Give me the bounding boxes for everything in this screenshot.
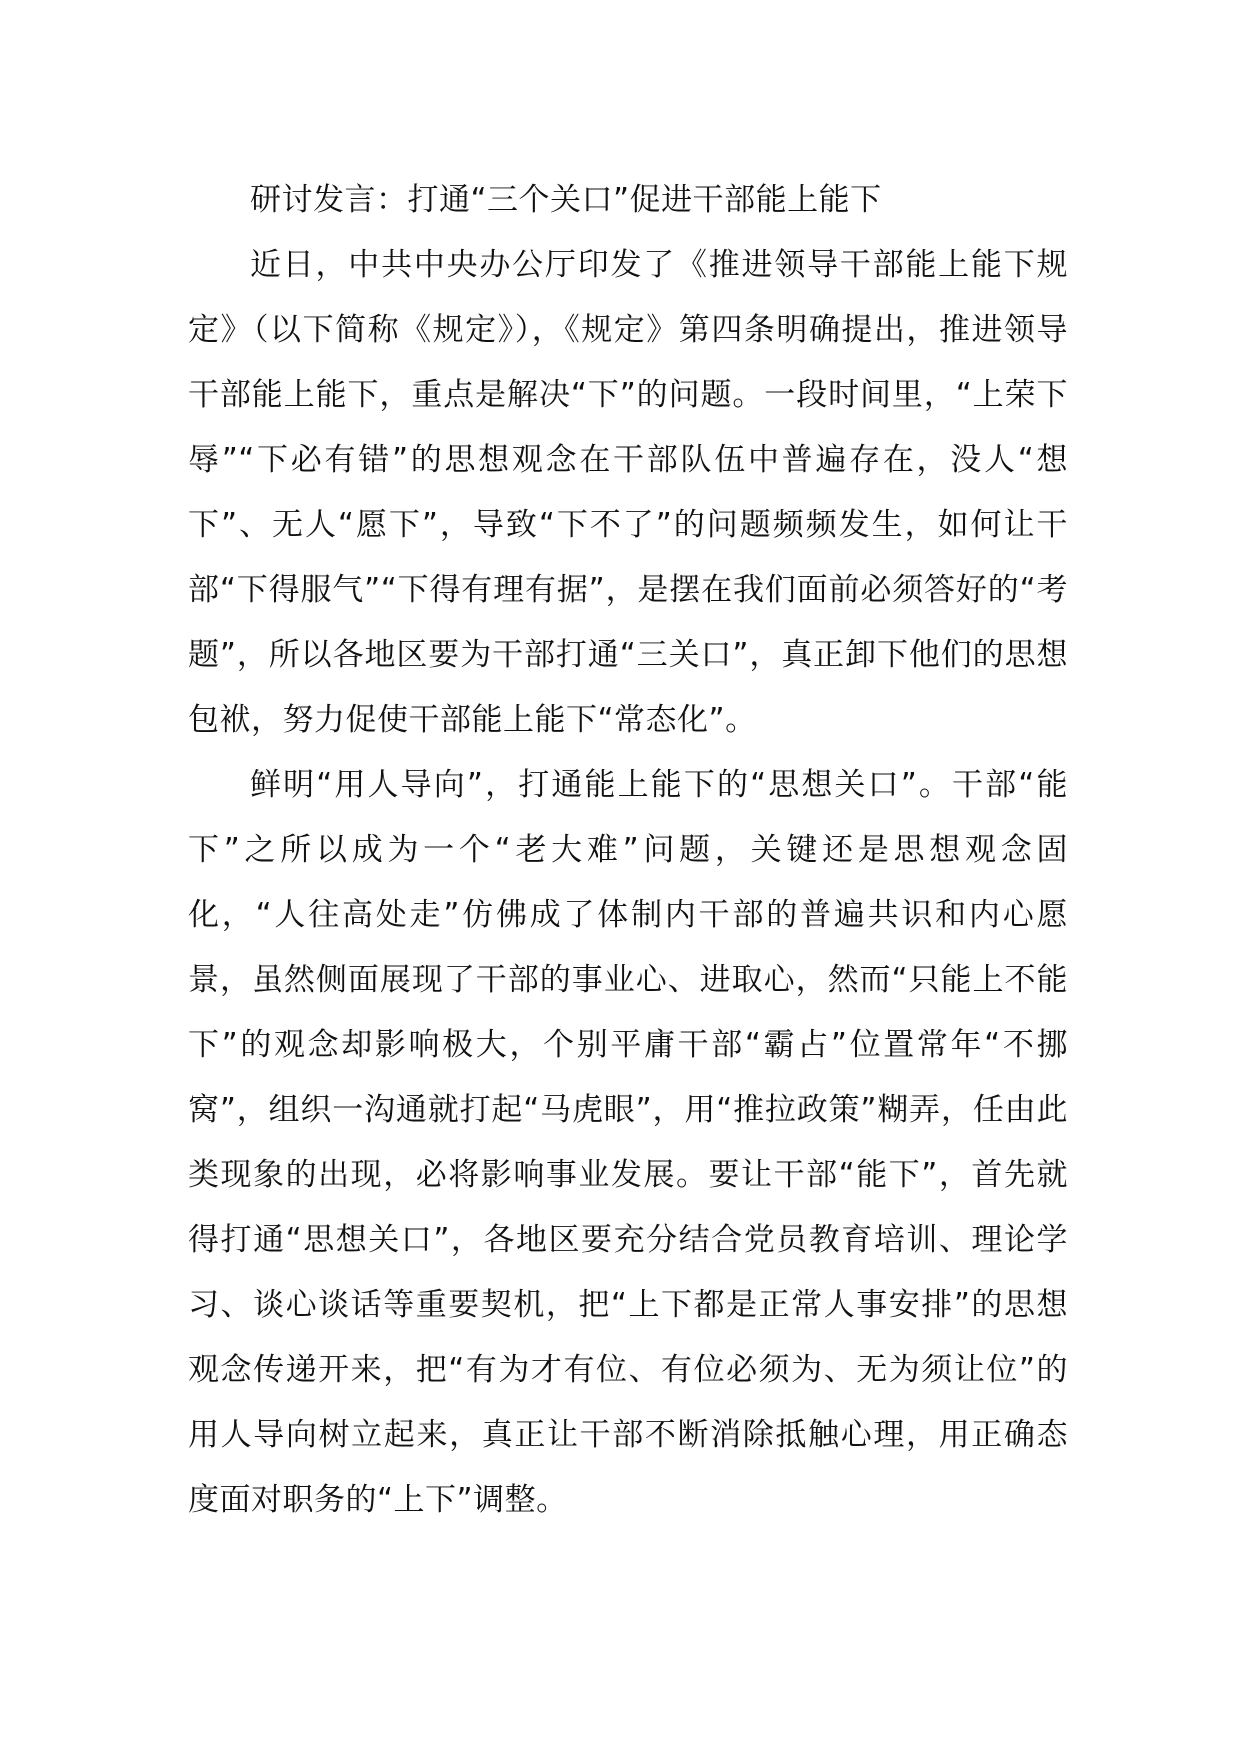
paragraph-intro: 近日，中共中央办公厅印发了《推进领导干部能上能下规定》（以下简称《规定》），《规定》第四条明确提出，推进领导干部能上能下，重点是解决“下”的问题。一段时间里，“上荣下辱”“下必有错”的思想观念在干部队伍中普遍存在，没人“想下”、无人“愿下”，导致“下不了”的问题频频发生，如何让干部“下得服气”“下得有理有据”，是摆在我们面前必须答好的“考题”，所以各地区要为干部打通“三关口”，真正卸下他们的思想包袱，努力促使干部能上能下“常态化”。 [188, 247, 1068, 738]
document-body [188, 168, 1068, 1533]
document-title: 研讨发言：打通“三个关口”促进干部能上能下 [250, 182, 882, 218]
paragraph-thought-gate: 鲜明“用人导向”，打通能上能下的“思想关口”。干部“能下”之所以成为一个“老大难”问题，关键还是思想观念固化，“人往高处走”仿佛成了体制内干部的普遍共识和内心愿景，虽然侧面展现了干部的事业心、进取心，然而“只能上不能下”的观念却影响极大，个别平庸干部“霸占”位置常年“不挪窝”，组织一沟通就打起“马虎眼”，用“推拉政策”糊弄，任由此类现象的出现，必将影响事业发展。要让干部“能下”，首先就得打通“思想关口”，各地区要充分结合党员教育培训、理论学习、谈心谈话等重要契机，把“上下都是正常人事安排”的思想观念传递开来，把“有为才有位、有位必须为、无为须让位”的用人导向树立起来，真正让干部不断消除抵触心理，用正确态度面对职务的“上下”调整。 [188, 767, 1068, 1518]
